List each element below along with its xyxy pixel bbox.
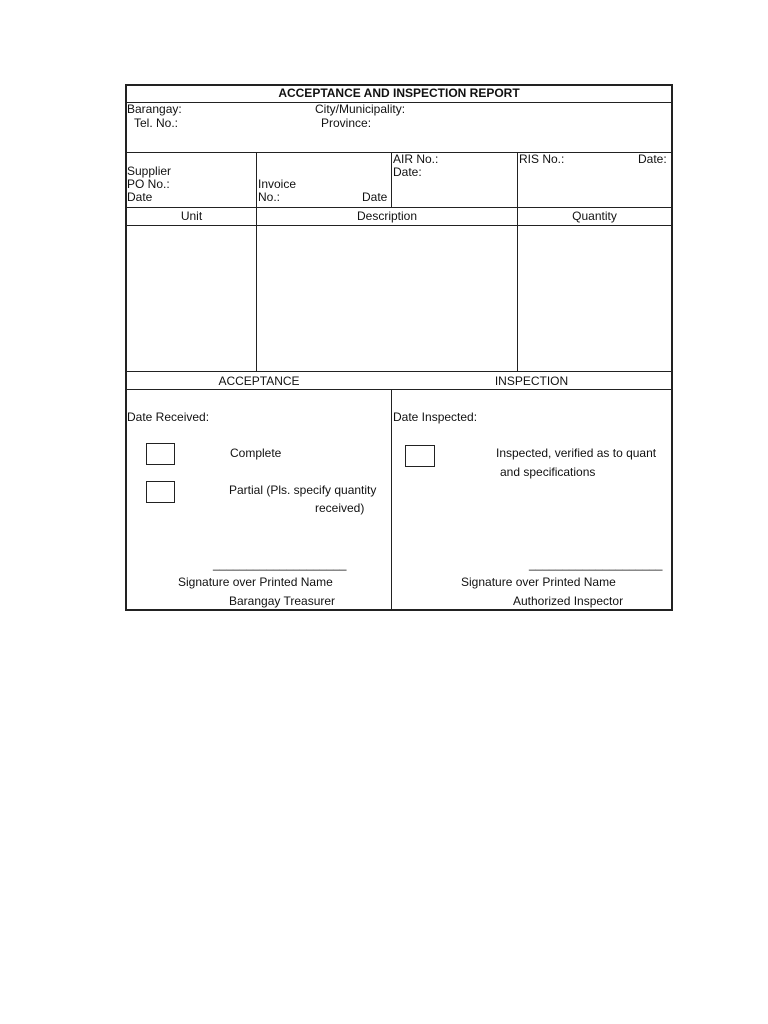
verified-text-clip (494, 440, 671, 490)
ris-label: RIS No.: (519, 152, 565, 166)
partial-checkbox[interactable] (146, 481, 175, 503)
rule-v-unit (256, 152, 257, 372)
inspection-heading: INSPECTION (494, 374, 569, 388)
barangay-label: Barangay: (127, 102, 182, 116)
frame-bottom (125, 609, 673, 611)
date-inspected-label: Date Inspected: (393, 410, 478, 424)
acceptance-signature-line: ____________________ (213, 557, 347, 571)
rule-v-desc (517, 152, 518, 372)
invoice-no-label: No.: (258, 190, 281, 204)
po-date-label: Date (127, 190, 153, 204)
inspection-signature-line: ____________________ (529, 557, 663, 571)
complete-label: Complete (230, 446, 282, 460)
acceptance-heading: ACCEPTANCE (218, 374, 300, 388)
inspection-role: Authorized Inspector (513, 594, 624, 608)
verified-label-line2: and specifications (500, 465, 596, 479)
date-received-label: Date Received: (127, 410, 210, 424)
city-label: City/Municipality: (315, 102, 406, 116)
acceptance-role: Barangay Treasurer (229, 594, 336, 608)
rule-v-sections (391, 389, 392, 610)
rule-items (125, 371, 673, 372)
frame-right (671, 84, 673, 611)
supplier-label: Supplier (127, 164, 172, 178)
invoice-date-label: Date (362, 190, 388, 204)
tel-label: Tel. No.: (134, 116, 179, 130)
rule-v-air (391, 152, 392, 208)
inspected-checkbox[interactable] (405, 445, 435, 467)
ris-date-label: Date: (638, 152, 667, 166)
acceptance-signature-label: Signature over Printed Name (178, 575, 333, 589)
column-description: Description (356, 209, 418, 223)
partial-label-line1: Partial (Pls. specify quantity (229, 483, 377, 497)
partial-label-line2: received) (315, 501, 365, 515)
air-date-label: Date: (393, 165, 422, 179)
rule-sections (125, 389, 673, 390)
verified-label-line1: Inspected, verified as to quant (496, 446, 657, 460)
air-label: AIR No.: (393, 152, 439, 166)
complete-checkbox[interactable] (146, 443, 175, 465)
column-quantity: Quantity (572, 209, 617, 223)
rule-columns (125, 225, 673, 226)
po-label: PO No.: (127, 177, 170, 191)
inspection-signature-label: Signature over Printed Name (461, 575, 616, 589)
rule-info (125, 207, 673, 208)
report-title: ACCEPTANCE AND INSPECTION REPORT (278, 86, 520, 100)
invoice-label: Invoice (258, 177, 297, 191)
column-unit: Unit (180, 209, 203, 223)
province-label: Province: (321, 116, 372, 130)
